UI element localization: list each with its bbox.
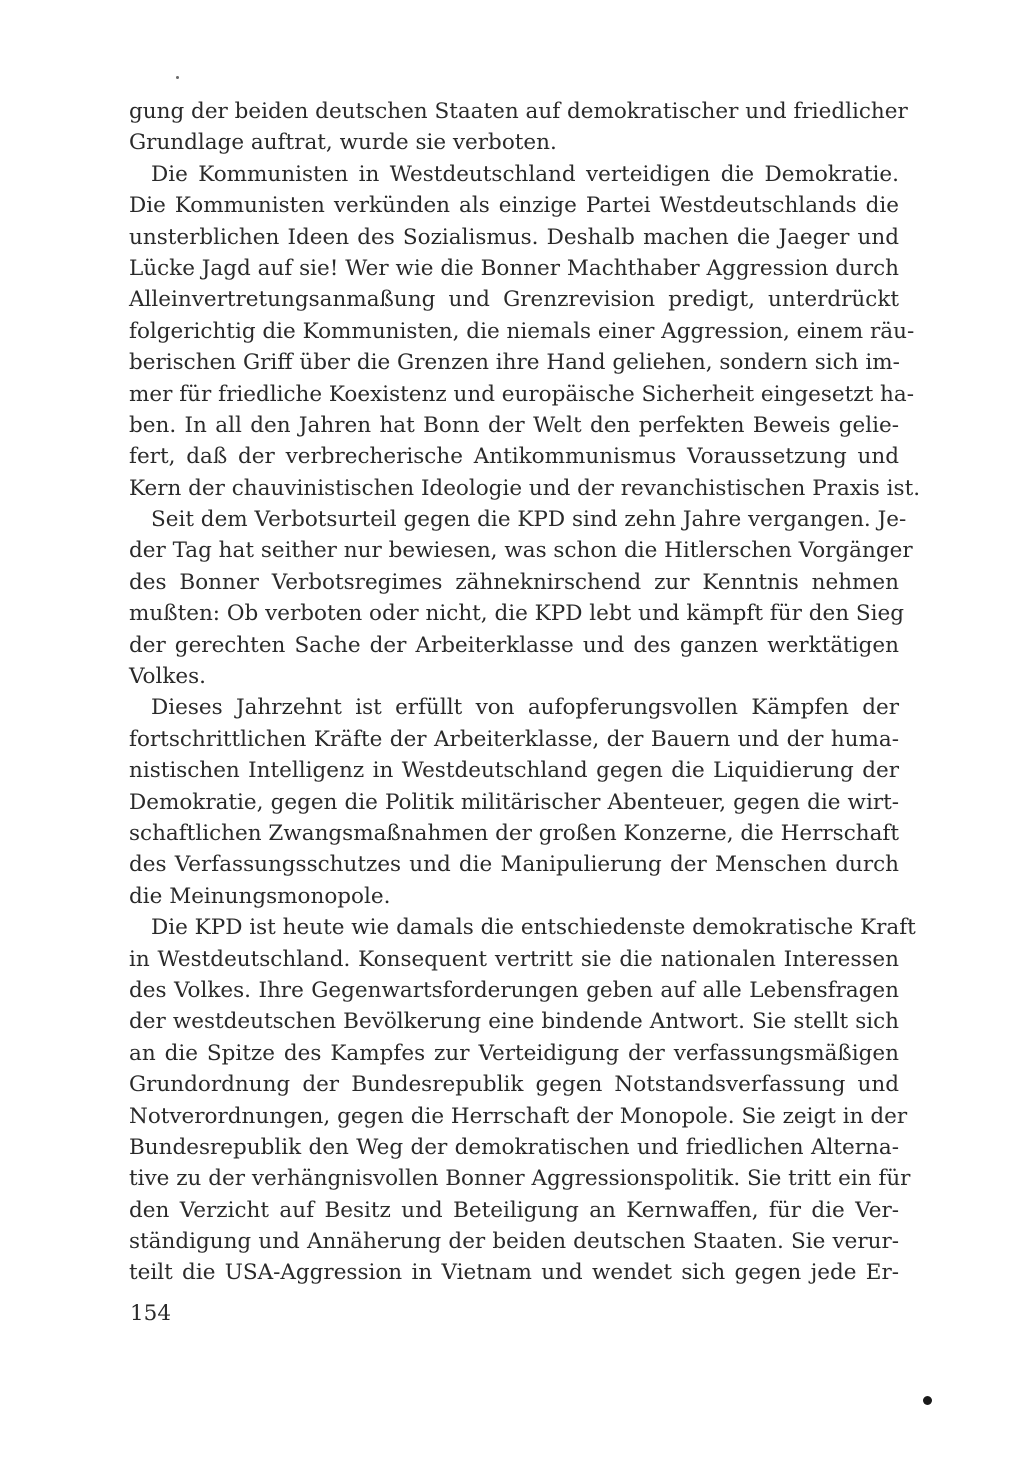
text-line: der gerechten Sache der Arbeiterklasse und des ganzen werktätigen bbox=[129, 632, 899, 658]
text-line: Volkes. bbox=[129, 664, 206, 690]
text-line: den Verzicht auf Besitz und Beteiligung an Kernwaffen, für die Ver- bbox=[129, 1197, 899, 1223]
text-line: Grundordnung der Bundesrepublik gegen Notstandsverfassung und bbox=[129, 1072, 899, 1098]
text-line: an die Spitze des Kampfes zur Verteidigung der verfassungsmäßigen bbox=[129, 1040, 899, 1066]
text-line: mer für friedliche Koexistenz und europäische Sicherheit eingesetzt ha- bbox=[129, 381, 914, 407]
text-line: schaftlichen Zwangsmaßnahmen der großen Konzerne, die Herrschaft bbox=[129, 820, 899, 846]
text-line: Notverordnungen, gegen die Herrschaft der Monopole. Sie zeigt in der bbox=[129, 1103, 908, 1129]
text-line: Bundesrepublik den Weg der demokratischen und friedlichen Alterna- bbox=[129, 1134, 899, 1160]
text-line: der Tag hat seither nur bewiesen, was schon die Hitlerschen Vorgänger bbox=[129, 538, 913, 564]
text-line: gung der beiden deutschen Staaten auf demokratischer und friedlicher bbox=[129, 99, 908, 124]
text-line: Kern der chauvinistischen Ideologie und der revanchistischen Praxis ist. bbox=[129, 475, 921, 501]
paragraph-first-line: Seit dem Verbotsurteil gegen die KPD sind zehn Jahre vergangen. Je- bbox=[151, 507, 907, 533]
text-line: folgerichtig die Kommunisten, die niemals einer Aggression, einem räu- bbox=[129, 318, 915, 344]
page-number: 154 bbox=[130, 1301, 172, 1326]
print-mark-dot bbox=[923, 1396, 932, 1405]
text-line: teilt die USA-Aggression in Vietnam und wendet sich gegen jede Er- bbox=[129, 1260, 899, 1286]
text-line: Die Kommunisten verkünden als einzige Partei Westdeutschlands die bbox=[129, 193, 899, 219]
text-line: tive zu der verhängnisvollen Bonner Aggressionspolitik. Sie tritt ein für bbox=[129, 1166, 911, 1192]
body-text bbox=[129, 96, 921, 1289]
text-line: des Volkes. Ihre Gegenwartsforderungen geben auf alle Lebensfragen bbox=[129, 977, 899, 1003]
text-line: mußten: Ob verboten oder nicht, die KPD lebt und kämpft für den Sieg bbox=[129, 601, 904, 627]
text-line: des Bonner Verbotsregimes zähneknirschend zur Kenntnis nehmen bbox=[129, 569, 899, 595]
text-line: der westdeutschen Bevölkerung eine bindende Antwort. Sie stellt sich bbox=[129, 1009, 899, 1035]
text-line: in Westdeutschland. Konsequent vertritt sie die nationalen Interessen bbox=[129, 946, 899, 972]
text-line: Grundlage auftrat, wurde sie verboten. bbox=[129, 130, 557, 156]
paragraph-first-line: Die KPD ist heute wie damals die entschiedenste demokratische Kraft bbox=[151, 915, 916, 941]
text-line: nistischen Intelligenz in Westdeutschland gegen die Liquidierung der bbox=[129, 758, 899, 784]
text-line: ben. In all den Jahren hat Bonn der Welt den perfekten Beweis gelie- bbox=[129, 412, 899, 438]
text-line: unsterblichen Ideen des Sozialismus. Deshalb machen die Jaeger und bbox=[129, 224, 899, 250]
text-line: des Verfassungsschutzes und die Manipulierung der Menschen durch bbox=[129, 852, 899, 878]
print-speck bbox=[176, 76, 179, 79]
text-line: Lücke Jagd auf sie! Wer wie die Bonner Machthaber Aggression durch bbox=[129, 255, 899, 281]
text-line: die Meinungsmonopole. bbox=[129, 883, 391, 909]
text-line: Demokratie, gegen die Politik militärischer Abenteuer, gegen die wirt- bbox=[129, 789, 899, 815]
text-line: ständigung und Annäherung der beiden deutschen Staaten. Sie verur- bbox=[129, 1229, 899, 1255]
paragraph-first-line: Dieses Jahrzehnt ist erfüllt von aufopferungsvollen Kämpfen der bbox=[151, 695, 899, 721]
text-line: berischen Griff über die Grenzen ihre Hand geliehen, sondern sich im- bbox=[129, 350, 900, 376]
text-line: fortschrittlichen Kräfte der Arbeiterklasse, der Bauern und der huma- bbox=[129, 726, 899, 752]
text-line: fert, daß der verbrecherische Antikommunismus Voraussetzung und bbox=[129, 444, 899, 470]
paragraph-first-line: Die Kommunisten in Westdeutschland verteidigen die Demokratie. bbox=[151, 161, 899, 187]
text-line: Alleinvertretungsanmaßung und Grenzrevision predigt, unterdrückt bbox=[129, 287, 899, 313]
